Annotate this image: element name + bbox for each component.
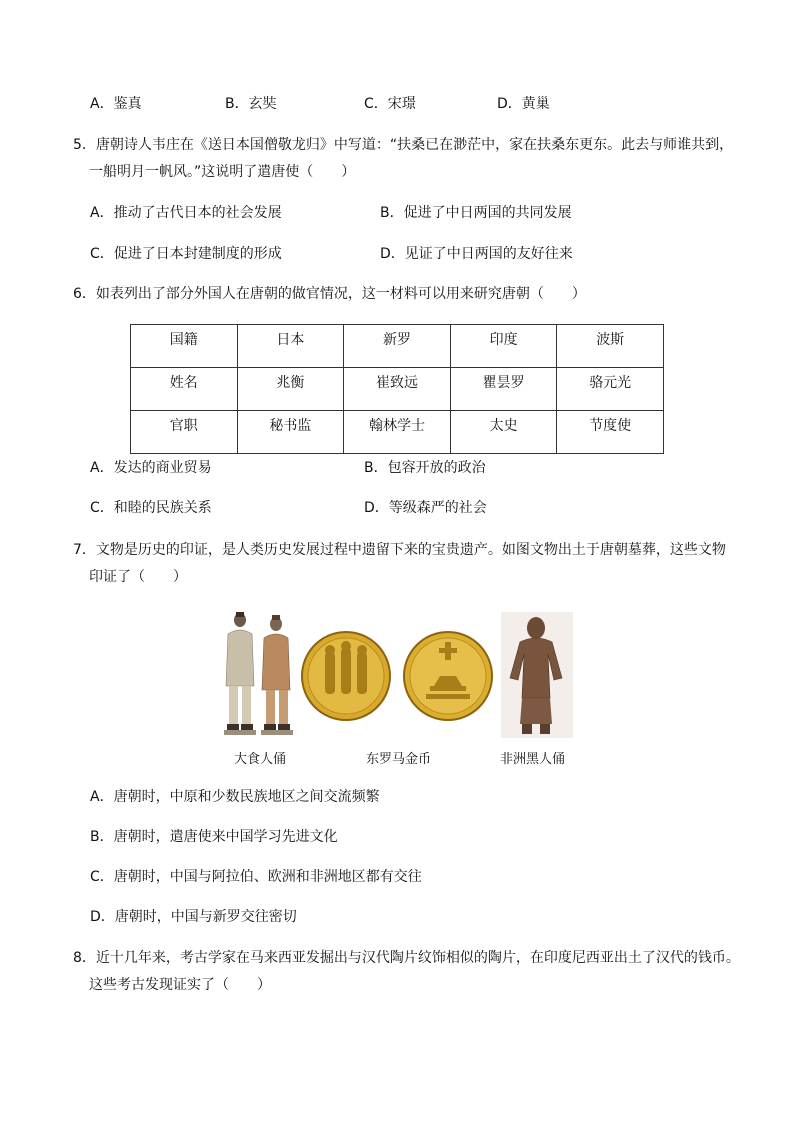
table-cell: 节度使 [557, 411, 664, 454]
table-cell: 国籍 [131, 325, 238, 368]
table-row [131, 411, 664, 454]
table-cell: 瞿昙罗 [450, 368, 557, 411]
q7-option-a: A．唐朝时，中原和少数民族地区之间交流频繁 [90, 789, 380, 805]
caption-roman-coin: 东罗马金币 [366, 752, 432, 767]
q5-option-b: B．促进了中日两国的共同发展 [380, 205, 572, 221]
q4-option-b: B．玄奘 [225, 96, 277, 112]
caption-african-figurine: 非洲黑人俑 [500, 752, 566, 767]
officials-table [130, 324, 664, 454]
q6-option-d: D．等级森严的社会 [364, 500, 487, 516]
african-figurine-image [501, 612, 573, 738]
table-cell: 官职 [131, 411, 238, 454]
q7-stem-line2: 印证了（ ） [89, 569, 187, 585]
q6-stem: 6．如表列出了部分外国人在唐朝的做官情况，这一材料可以用来研究唐朝（ ） [73, 286, 586, 302]
q8-stem-line1: 8．近十几年来，考古学家在马来西亚发掘出与汉代陶片纹饰相似的陶片，在印度尼西亚出土了汉代的钱币。 [73, 950, 740, 966]
table-cell: 波斯 [557, 325, 664, 368]
q6-option-c: C．和睦的民族关系 [90, 500, 212, 516]
caption-arab-figurines: 大食人俑 [234, 752, 287, 767]
table-cell: 日本 [237, 325, 344, 368]
table-cell: 秘书监 [237, 411, 344, 454]
q6-option-b: B．包容开放的政治 [364, 460, 486, 476]
table-cell: 姓名 [131, 368, 238, 411]
table-cell: 崔致远 [344, 368, 451, 411]
q5-option-a: A．推动了古代日本的社会发展 [90, 205, 282, 221]
q5-option-c: C．促进了日本封建制度的形成 [90, 246, 282, 262]
artifact-figure [218, 606, 576, 776]
q4-option-a: A．鉴真 [90, 96, 142, 112]
table-cell: 新罗 [344, 325, 451, 368]
arab-figurines-image [220, 608, 300, 738]
q4-option-d: D．黄巢 [497, 96, 550, 112]
table-cell: 兆衡 [237, 368, 344, 411]
q7-option-d: D．唐朝时，中国与新罗交往密切 [90, 909, 297, 925]
table-row [131, 368, 664, 411]
table-cell: 翰林学士 [344, 411, 451, 454]
q6-option-a: A．发达的商业贸易 [90, 460, 212, 476]
q7-option-c: C．唐朝时，中国与阿拉伯、欧洲和非洲地区都有交往 [90, 869, 422, 885]
q4-option-c: C．宋璟 [364, 96, 416, 112]
q7-option-b: B．唐朝时，遣唐使来中国学习先进文化 [90, 829, 338, 845]
q5-stem-line2: 一船明月一帆风。”这说明了遣唐使（ ） [89, 164, 356, 180]
table-cell: 骆元光 [557, 368, 664, 411]
table-cell: 太史 [450, 411, 557, 454]
q8-stem-line2: 这些考古发现证实了（ ） [89, 977, 271, 993]
roman-coin-back-image [404, 632, 492, 720]
table-cell: 印度 [450, 325, 557, 368]
q5-option-d: D．见证了中日两国的友好往来 [380, 246, 573, 262]
q5-stem-line1: 5．唐朝诗人韦庄在《送日本国僧敬龙归》中写道：“扶桑已在渺茫中，家在扶桑东更东。此去与师谁共到， [73, 137, 734, 153]
table-row [131, 325, 664, 368]
q7-stem-line1: 7．文物是历史的印证，是人类历史发展过程中遗留下来的宝贵遗产。如图文物出土于唐朝墓葬，这些文物 [73, 542, 726, 558]
roman-coin-front-image [302, 632, 390, 720]
